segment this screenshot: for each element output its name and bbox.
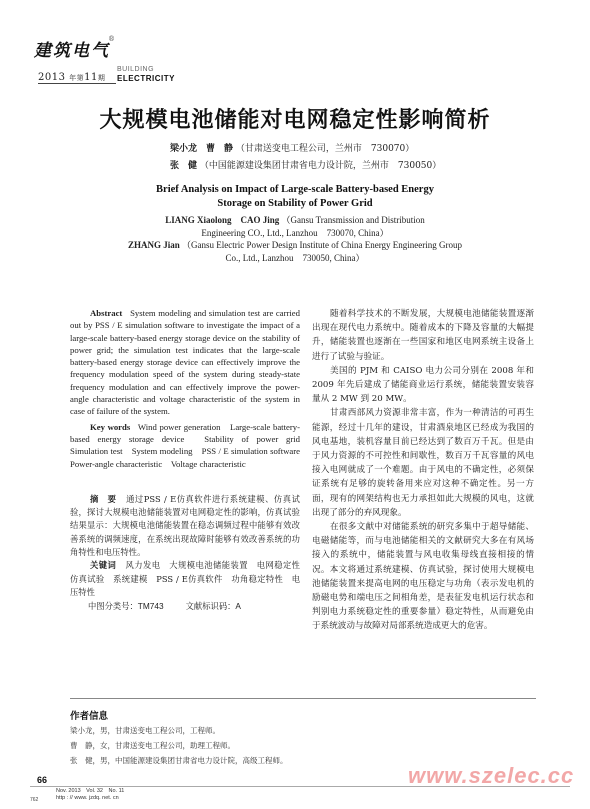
author-info-item: 曹 静，女，甘肃送变电工程公司，助理工程师。 xyxy=(70,740,235,750)
authors-en-line-3 xyxy=(0,239,590,252)
author-info-list xyxy=(70,724,288,768)
author-affiliation-1: （甘肃送变电工程公司，兰州市 730070） xyxy=(235,144,415,154)
authors-en-aff-1: （Gansu Transmission and Distribution xyxy=(281,215,425,225)
body-paragraph-2: 美国的 PJM 和 CAISO 电力公司分别在 2008 年和 2009 年先后建成了储能商业运行系统，储能装置安装容量从 2 MW 到 20 MW。 xyxy=(312,365,534,405)
footer-issue-line: Nov. 2013 Vol. 32 No. 11 xyxy=(56,788,125,794)
body-paragraph-4: 在很多文献中对储能系统的研究多集中于超导储能、电磁储能等，而与电池储能相关的文献研究大多在有风场接入的系统中，储能装置与风电收集母线直接相接的情况。本文将通过系统建模、仿真试验，探讨使用大规模电池储能装置来提高电网的电压稳定与功角（表示发电机的励磁电势和端电压之间相角差，是表征发电机运行状态和判别电力系统稳定性的重要参量）稳定特性，从而避免由于系统波动与故障对局部系统造成更大的危害。 xyxy=(312,522,534,632)
footer-left-code: 762 xyxy=(30,797,39,803)
doc-code-value: A xyxy=(235,601,241,612)
magazine-en-bottom: ELECTRICITY xyxy=(117,74,175,83)
footer-info xyxy=(56,788,124,802)
authors-en-names-3: ZHANG Jian xyxy=(127,240,180,250)
magazine-english-name xyxy=(117,65,175,83)
magazine-en-top: BUILDING xyxy=(117,66,155,73)
issue-line xyxy=(38,72,105,83)
keywords-cn-label: 关键词 xyxy=(90,560,117,571)
author-info-divider xyxy=(70,698,536,699)
author-line-2 xyxy=(170,158,441,175)
authors-cn xyxy=(170,141,441,175)
authors-en-line-1 xyxy=(0,214,590,227)
left-column xyxy=(70,307,309,613)
issue-prefix: 年第 xyxy=(69,74,85,82)
body-paragraph-1: 随着科学技术的不断发展，大规模电池储能装置逐渐出现在现代电力系统中。随着成本的下降及容量的大幅提升，储能装置也逐渐在一些国家和地区电网系统主设备上进行了试验与验证。 xyxy=(312,309,534,362)
keywords-en xyxy=(70,421,309,470)
header-divider xyxy=(38,83,116,84)
abstract-cn xyxy=(70,493,300,559)
abstract-cn-text: 通过PSS / E仿真软件进行系统建模、仿真试验，探讨大规模电池储能装置对电网稳定性的影响，仿真试验结果显示：大规模电池储能装置在稳态调频过程中能够有效改善系统的调频速度，在系统出现故障时能够有效改善系统的功角特性和电压特性。 xyxy=(70,493,300,558)
authors-en-line-2: Engineering CO., Ltd., Lanzhou 730070, China） xyxy=(201,227,389,238)
body-paragraph-3: 甘肃西部风力资源非常丰富，作为一种清洁的可再生能源，经过十几年的建设，甘肃酒泉地区已经成为我国的风电基地，装机容量目前已经达到了数百万千瓦。但是由于风力资源的不可控性和间歇性，数百万千瓦容量的风电接入电网就成了一个难题。由于风电的不确定性，必须保证系统有足够的旋转备用来应对这种不确定性。另一方面，现有的网架结构也无力承担如此大规模的风电，这就出现了部分的弃风现象。 xyxy=(312,408,534,518)
doc-code-label: 文献标识码： xyxy=(185,601,236,612)
author-names-2: 张 健 xyxy=(170,161,198,171)
author-info-item: 梁小龙，男，甘肃送变电工程公司，工程师。 xyxy=(70,726,220,735)
authors-en-names-1: LIANG Xiaolong CAO Jing xyxy=(165,215,280,225)
article-title-en xyxy=(0,183,590,211)
journal-logo: 建筑电气 xyxy=(34,41,110,61)
title-en-line-1: Brief Analysis on Impact of Large-scale Battery-based Energy xyxy=(156,184,434,195)
site-watermark: www.szelec.cc xyxy=(408,763,575,788)
author-affiliation-2: （中国能源建设集团甘肃省电力设计院，兰州市 730050） xyxy=(199,161,442,171)
authors-en-line-4: Co., Ltd., Lanzhou 730050, China） xyxy=(225,252,365,263)
author-info-item: 张 健，男，中国能源建设集团甘肃省电力设计院，高级工程师。 xyxy=(70,755,288,765)
abstract-en xyxy=(70,307,300,418)
issue-year: 2013 xyxy=(38,72,66,83)
registered-mark: ® xyxy=(108,35,115,43)
keywords-cn-text: 风力发电 大规模电池储能装置 电网稳定性 仿真试验 系统建模 PSS / E仿真软件 功角稳定特性 电压特性 xyxy=(70,560,309,597)
abstract-cn-label: 摘 要 xyxy=(90,493,117,504)
author-info-title: 作者信息 xyxy=(70,711,109,722)
classification-line xyxy=(70,600,300,613)
clc-value: TM743 xyxy=(137,601,164,612)
keywords-cn xyxy=(70,559,309,599)
issue-suffix: 期 xyxy=(97,74,106,82)
article-title-cn: 大规模电池储能对电网稳定性影响简析 xyxy=(99,108,491,133)
footer-url: http : // www. jzdq. net. cn xyxy=(56,795,119,801)
issue-number: 11 xyxy=(84,72,98,83)
page-number: 66 xyxy=(37,775,48,785)
right-column xyxy=(312,307,534,634)
author-line-1 xyxy=(170,141,441,158)
authors-en-aff-3: （Gansu Electric Power Design Institute of China Energy Engineering Group xyxy=(181,240,463,250)
journal-header xyxy=(0,0,590,90)
abstract-en-label: Abstract xyxy=(90,308,123,318)
title-en-line-2: Storage on Stability of Power Grid xyxy=(217,198,373,209)
clc-label: 中图分类号： xyxy=(88,601,138,612)
abstract-en-text: System modeling and simulation test are carried out by PSS / E simulation software to investigate the impact of a large-scale battery-based energy storage device on the stability of power grid; the simulation test indicates that the large-scale battery-based energy storage device can effectively improve the frequency modulation speed of the system during steady-state frequency modulation and can effectively improve the power-angle characteristic and voltage characteristic of the system in case of failure of the system. xyxy=(70,308,301,417)
author-names-1: 梁小龙 曹 静 xyxy=(170,144,234,154)
keywords-en-label: Key words xyxy=(90,421,131,432)
keywords-en-text: Wind power generation Large-scale battery-based energy storage device Stability of power grid Simulation test System modeling PSS / E simulation software Power-angle characteristic Voltage characteristic xyxy=(70,421,309,469)
authors-en xyxy=(0,214,590,264)
